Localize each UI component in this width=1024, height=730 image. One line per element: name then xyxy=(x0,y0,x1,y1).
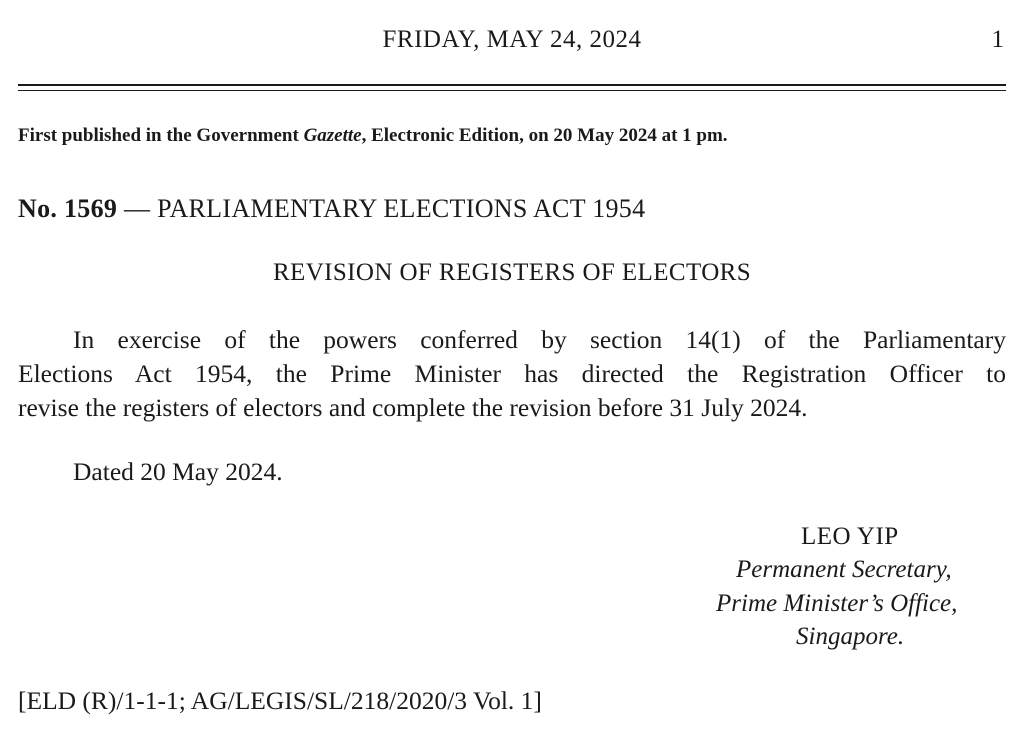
signer-title-line-2: Prime Minister’s Office, xyxy=(716,590,958,617)
dated-line: Dated 20 May 2024. xyxy=(73,457,283,486)
publication-notice xyxy=(18,125,728,147)
reference-code: [ELD (R)/1-1-1; AG/LEGIS/SL/218/2020/3 Vol. 1] xyxy=(18,686,542,715)
notice-number: No. 1569 xyxy=(18,194,118,223)
publication-gazette: Gazette xyxy=(303,125,362,146)
header-date: FRIDAY, MAY 24, 2024 xyxy=(382,26,642,53)
notice-heading xyxy=(18,194,645,224)
body-line-1: In exercise of the powers conferred by section 14(1) of the Parliamentary xyxy=(73,325,1006,354)
signer-title-line-1: Permanent Secretary, xyxy=(736,556,952,583)
publication-prefix: First published in the Government xyxy=(18,125,304,146)
body-line-2: Elections Act 1954, the Prime Minister has directed the Registration Officer to xyxy=(18,359,1006,388)
act-title: — PARLIAMENTARY ELECTIONS ACT 1954 xyxy=(117,194,646,223)
page-number: 1 xyxy=(991,26,1004,53)
signer-title-line-3: Singapore. xyxy=(796,623,905,650)
body-line-3: revise the registers of electors and complete the revision before 31 July 2024. xyxy=(18,393,808,422)
notice-subject: REVISION OF REGISTERS OF ELECTORS xyxy=(272,259,752,286)
signer-name: LEO YIP xyxy=(801,523,899,550)
header-divider xyxy=(18,84,1006,91)
publication-suffix: , Electronic Edition, on 20 May 2024 at 1 pm. xyxy=(361,125,728,146)
notice-body xyxy=(18,323,1006,425)
